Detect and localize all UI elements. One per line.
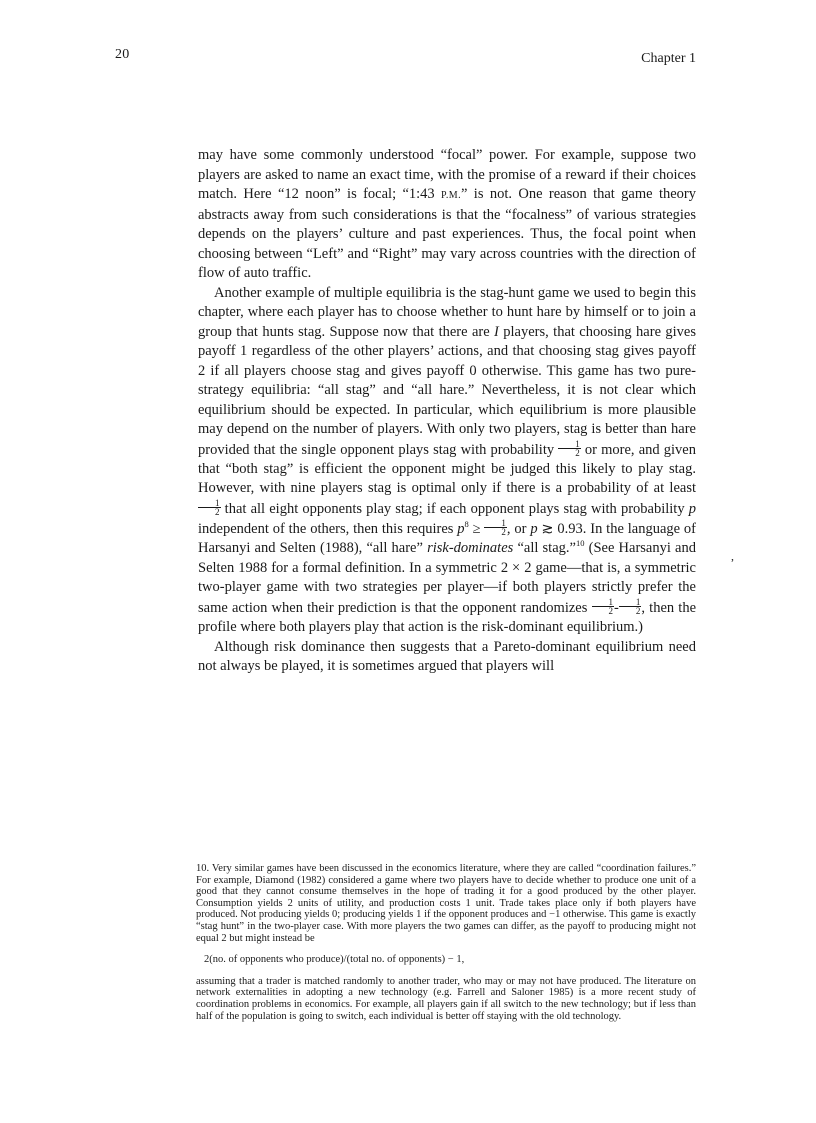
risk-dominates-term: risk-dominates <box>427 540 514 557</box>
paragraph-2: Another example of multiple equilibria is the stag-hunt game we used to begin this chapter, where each player has to choose whether to hunt hare by himself or to join a group that hunts stag. Suppose now that there are I players, that choosing hare gives payoff 1 regardless of the other players’ actions, and that choosing stag gives payoff 2 if all players choose stag and gives payoff 0 otherwise. This game has two pure-strategy equilibria: “all stag” and “all hare.” Nevertheless, it is not clear which equilibrium should be expected. In particular, which equilibrium is more plausible may depend on the number of players. With only two players, stag is better than hare provided that the single opponent plays stag with probability $\frac{1}{2}$ or more, and given that “both stag” is efficient the opponent might be judged this likely to play stag. However, with nine players stag is optimal only if there is a probability of at least $\frac{1}{2}$ that all eight opponents play stag; if each opponent plays stag with probability p independent of the others, then this requires $p^8$ ≥ $\frac{1}{2}$ , or p ≳ 0.93. In the language of Harsanyi and Selten (1988), “all hare” risk-dominates “all stag.”$^{10}$ (See Harsanyi and Selten 1988 for a formal definition. In a symmetric 2 × 2 game—that is, a symmetric two-player game with two strategies per player—if both players strictly prefer the same action when their prediction is that the opponent randomizes $\frac{1}{2}$ - $\frac{1}{2}$ , then the profile where both players play that action is the risk-dominant equilibrium.) <box>198 284 697 635</box>
pm-abbrev: P.M. <box>441 190 461 201</box>
footnote-continuation: assuming that a trader is matched randomly to another trader, who may or may not have produced. The literature on network externalities in adopting a new technology (e.g. Farrell and Saloner 1985) is a more recent study of coordination problems in economics. For example, all players gain if all switch to the new technology; but if less than half of the population is going to switch, each individual is better off staying with the old technology. <box>196 975 696 1022</box>
fraction-half: $\frac{1}{2}$ <box>484 519 507 536</box>
page-number: 20 <box>115 47 130 62</box>
body-text <box>198 146 696 677</box>
exponent: 8 <box>464 518 469 529</box>
fraction-half: $\frac{1}{2}$ <box>592 598 615 615</box>
var-p: p <box>688 500 696 517</box>
var-p: p <box>530 520 538 537</box>
var-I: I <box>494 323 499 340</box>
stray-mark: , <box>731 549 734 563</box>
fraction-half: $\frac{1}{2}$ <box>558 440 581 457</box>
fraction-half: $\frac{1}{2}$ <box>619 598 642 615</box>
paragraph-3: Although risk dominance then suggests that a Pareto-dominant equilibrium need not always be played, it is sometimes argued that players will <box>198 638 696 674</box>
footnote-10: 10. Very similar games have been discussed in the economics literature, where they are called “coordination failures.” For example, Diamond (1982) considered a game where two players have to decide whether to produce one unit of a good that they cannot consume themselves in the hope of trading it for a good produced by the other player. Consumption yields 2 units of utility, and production costs 1 unit. Trade takes place only if both players have produced. Not producing yields 0; producing yields 1 if the opponent produces and −1 otherwise. This game is exactly “stag hunt” in the two-player case. With more players the two games can differ, as the payoff to producing might not equal 2 but might instead be <box>196 863 696 944</box>
running-head: Chapter 1 <box>641 51 696 66</box>
footnote-ref: 10 <box>575 538 585 549</box>
footnotes <box>196 863 696 1022</box>
fraction-half: $\frac{1}{2}$ <box>198 499 221 516</box>
footnote-formula: 2(no. of opponents who produce)/(total no. of opponents) − 1, <box>204 954 465 966</box>
paragraph-1: may have some commonly understood “focal” power. For example, suppose two players are asked to name an exact time, with the promise of a reward if their choices match. Here “12 noon” is focal; “1:43 P.M.” is not. One reason that game theory abstracts away from such considerations is that the “focalness” of various strategies depends on the players’ culture and past experiences. Thus, the focal point when choosing between “Left” and “Right” may vary across countries with the direction of flow of auto traffic. <box>198 147 696 281</box>
var-p: p <box>457 520 465 537</box>
